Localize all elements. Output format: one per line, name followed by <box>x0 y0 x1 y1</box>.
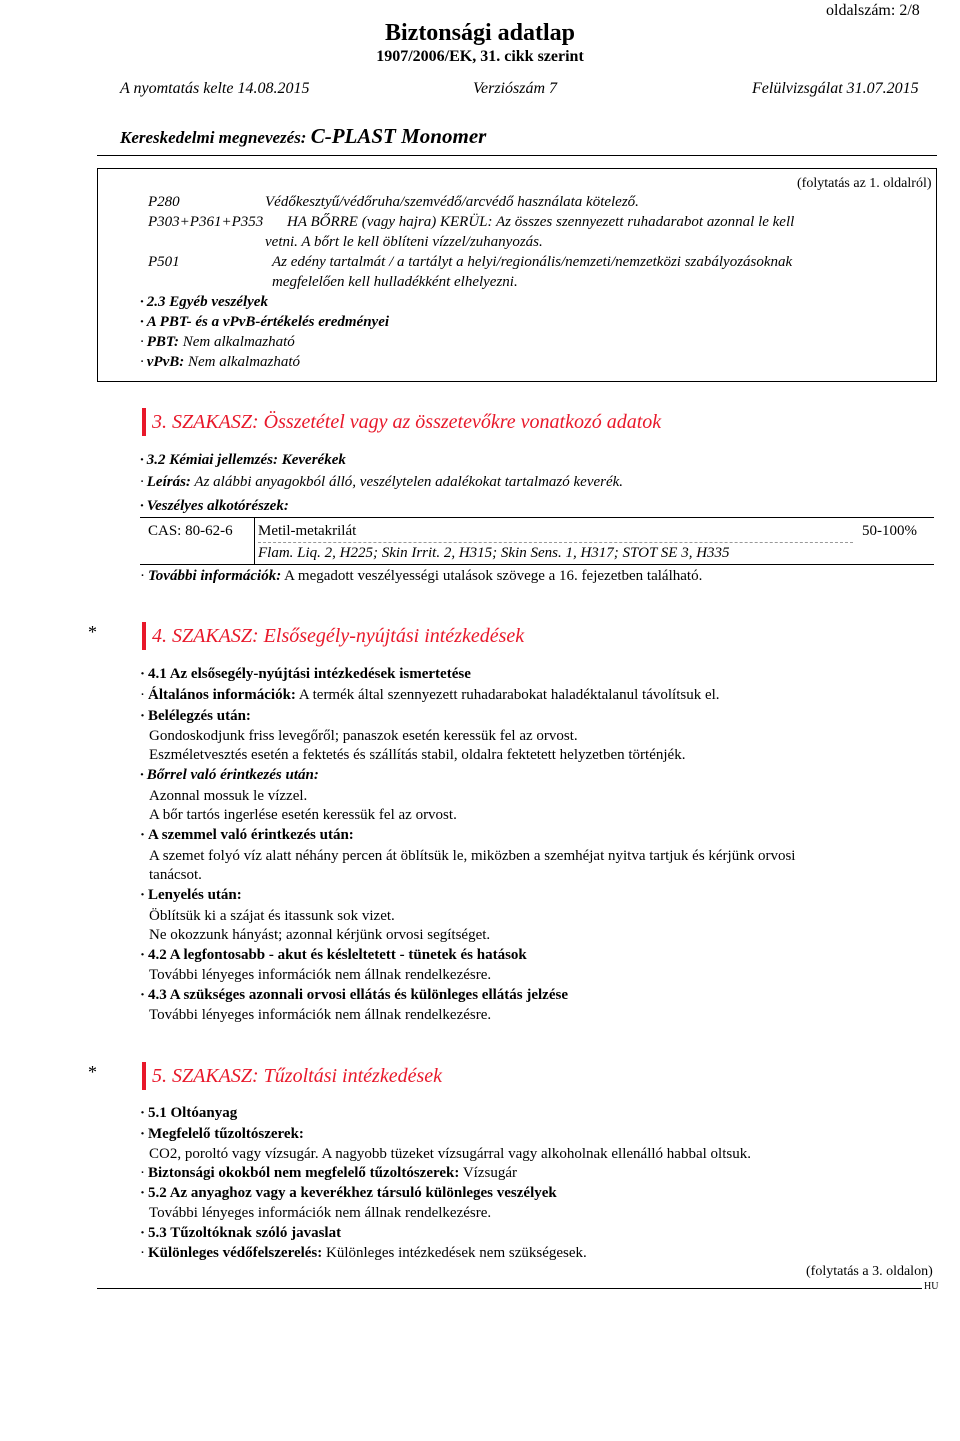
pbt-value: Nem alkalmazható <box>182 334 295 350</box>
unsuitable-media-label: Biztonsági okokból nem megfelelő tűzoltószerek: <box>148 1165 460 1181</box>
skin-contact-text: Azonnal mossuk le vízzel. <box>149 788 308 804</box>
version: Verziószám 7 <box>473 80 558 97</box>
revision-marker: * <box>88 1062 97 1082</box>
continued-from: (folytatás az 1. oldalról) <box>797 176 932 191</box>
vpvb-value: Nem alkalmazható <box>187 354 301 370</box>
protective-equipment-row: · Különleges védőfelszerelés: Különleges intézkedések nem szükségesek. <box>140 1245 587 1261</box>
precaution-text-cont: vetni. A bőrt le kell öblíteni vízzel/zuhanyozás. <box>265 234 543 250</box>
description-label: Leírás: <box>146 474 191 490</box>
vpvb-row: · vPvB: Nem alkalmazható <box>140 354 301 370</box>
general-info-label: Általános információk: <box>148 687 296 703</box>
section4-title: 4. SZAKASZ: Elsősegély-nyújtási intézkedések <box>152 625 525 647</box>
precaution-text: Védőkesztyű/védőruha/szemvédő/arcvédő használata kötelező. <box>265 194 639 210</box>
inhalation-text: Eszméletvesztés esetén a fektetés és szállítás stabil, oldalra fektetett helyzetben történjék. <box>149 747 686 763</box>
pbt-heading: · A PBT- és a vPvB-értékelés eredményei <box>140 314 390 330</box>
concentration: 50-100% <box>862 523 917 539</box>
trade-name: C-PLAST Monomer <box>310 124 487 148</box>
section4-title-bar <box>142 622 934 650</box>
eye-contact-text: tanácsot. <box>149 867 202 883</box>
precaution-code: P280 <box>148 194 180 210</box>
precaution-text-cont: megfelelően kell hulladékként elhelyezni. <box>272 274 518 290</box>
language-code: HU <box>924 1281 939 1292</box>
suitable-media-heading: · Megfelelő tűzoltószerek: <box>140 1126 304 1142</box>
extinguishing-media-heading: · 5.1 Oltóanyag <box>140 1105 238 1121</box>
suitable-media-text: CO2, poroltó vagy vízsugár. A nagyobb tüzeket vízsugárral vagy alkoholnak ellenálló habbal oltsuk. <box>149 1146 751 1162</box>
page-number: oldalszám: 2/8 <box>826 2 920 19</box>
ingestion-text: Öblítsük ki a szájat és itassunk sok vizet. <box>149 908 395 924</box>
medical-attention-text: További lényeges információk nem állnak rendelkezésre. <box>149 1007 492 1023</box>
trade-name-label: Kereskedelmi megnevezés: <box>120 128 307 147</box>
description-row: · Leírás: Az alábbi anyagokból álló, veszélytelen adalékokat tartalmazó keverék. <box>140 474 624 490</box>
unsuitable-media-value: Vízsugár <box>462 1165 517 1181</box>
unsuitable-media-row: · Biztonsági okokból nem megfelelő tűzoltószerek: Vízsugár <box>140 1165 517 1181</box>
substance-name: Metil-metakrilát <box>258 523 357 539</box>
table-bottom-border <box>140 564 934 565</box>
table-column-divider <box>254 518 255 564</box>
cas-number: CAS: 80-62-6 <box>148 523 233 539</box>
additional-info-label: További információk: <box>148 568 282 584</box>
print-date: A nyomtatás kelte 14.08.2015 <box>120 80 310 97</box>
skin-contact-text: A bőr tartós ingerlése esetén keressük fel az orvost. <box>149 807 457 823</box>
section5-title-bar <box>142 1062 934 1090</box>
continued-to: (folytatás a 3. oldalon) <box>806 1264 933 1279</box>
special-hazards-text: További lényeges információk nem állnak rendelkezésre. <box>149 1205 492 1221</box>
document-title: Biztonsági adatlap <box>384 20 576 46</box>
special-hazards-heading: · 5.2 Az anyaghoz vagy a keverékhez társuló különleges veszélyek <box>140 1185 557 1201</box>
chem-char-heading: · 3.2 Kémiai jellemzés: Keverékek <box>140 452 346 468</box>
protective-equipment-label: Különleges védőfelszerelés: <box>148 1245 323 1261</box>
precaution-text: Az edény tartalmát / a tartályt a helyi/regionális/nemzeti/nemzetközi szabályozásoknak <box>272 254 793 270</box>
table-top-border <box>140 517 934 518</box>
pbt-label: PBT: <box>146 334 179 350</box>
ingestion-heading: · Lenyelés után: <box>140 887 242 903</box>
first-aid-heading: · 4.1 Az elsősegély-nyújtási intézkedések ismertetése <box>140 666 471 682</box>
eye-contact-heading: · A szemmel való érintkezés után: <box>140 827 354 843</box>
trade-name-row <box>120 124 486 149</box>
pbt-row: · PBT: Nem alkalmazható <box>140 334 295 350</box>
symptoms-heading: · 4.2 A legfontosabb - akut és késleltetett - tünetek és hatások <box>140 947 527 963</box>
substance-classification: Flam. Liq. 2, H225; Skin Irrit. 2, H315; Skin Sens. 1, H317; STOT SE 3, H335 <box>258 545 730 561</box>
description-value: Az alábbi anyagokból álló, veszélytelen adalékokat tartalmazó keverék. <box>194 474 624 490</box>
precaution-code: P303+P361+P353 <box>148 214 264 230</box>
firefighter-advice-heading: · 5.3 Tűzoltóknak szóló javaslat <box>140 1225 342 1241</box>
precaution-text: HA BŐRRE (vagy hajra) KERÜL: Az összes szennyezett ruhadarabot azonnal le kell <box>287 214 795 230</box>
additional-info-row: · További információk: A megadott veszélyességi utalások szövege a 16. fejezetben található. <box>140 568 703 584</box>
hazardous-components-heading: · Veszélyes alkotórészek: <box>140 498 289 514</box>
general-info-value: A termék által szennyezett ruhadarabokat haladéktalanul távolítsuk el. <box>298 687 720 703</box>
general-info-row: · Általános információk: A termék által szennyezett ruhadarabokat haladéktalanul távolítsuk el. <box>140 687 720 703</box>
revision-date: Felülvizsgálat 31.07.2015 <box>752 80 919 97</box>
document-subtitle: 1907/2006/EK, 31. cikk szerint <box>376 48 584 65</box>
header-separator <box>97 155 937 156</box>
section3-title: 3. SZAKASZ: Összetétel vagy az összetevőkre vonatkozó adatok <box>152 411 662 433</box>
revision-marker: * <box>88 622 97 642</box>
precaution-code: P501 <box>148 254 180 270</box>
protective-equipment-value: Különleges intézkedések nem szükségesek. <box>326 1245 587 1261</box>
additional-info-value: A megadott veszélyességi utalások szövege a 16. fejezetben található. <box>284 568 703 584</box>
eye-contact-text: A szemet folyó víz alatt néhány percen át öblítsük le, miközben a szemhéjat nyitva tartjuk és kérjünk orvosi <box>149 848 796 864</box>
symptoms-text: További lényeges információk nem állnak rendelkezésre. <box>149 967 492 983</box>
skin-contact-heading: · Bőrrel való érintkezés után: <box>140 767 319 783</box>
medical-attention-heading: · 4.3 A szükséges azonnali orvosi ellátás és különleges ellátás jelzése <box>140 987 568 1003</box>
footer-separator <box>97 1288 937 1289</box>
other-hazards-heading: · 2.3 Egyéb veszélyek <box>140 294 268 310</box>
ingestion-text: Ne okozzunk hányást; azonnal kérjünk orvosi segítséget. <box>149 927 491 943</box>
section5-title: 5. SZAKASZ: Tűzoltási intézkedések <box>152 1065 442 1087</box>
inhalation-heading: · Belélegzés után: <box>140 708 251 724</box>
section3-title-bar <box>142 408 934 436</box>
vpvb-label: vPvB: <box>146 354 185 370</box>
inhalation-text: Gondoskodjunk friss levegőről; panaszok esetén keressük fel az orvost. <box>149 728 578 744</box>
